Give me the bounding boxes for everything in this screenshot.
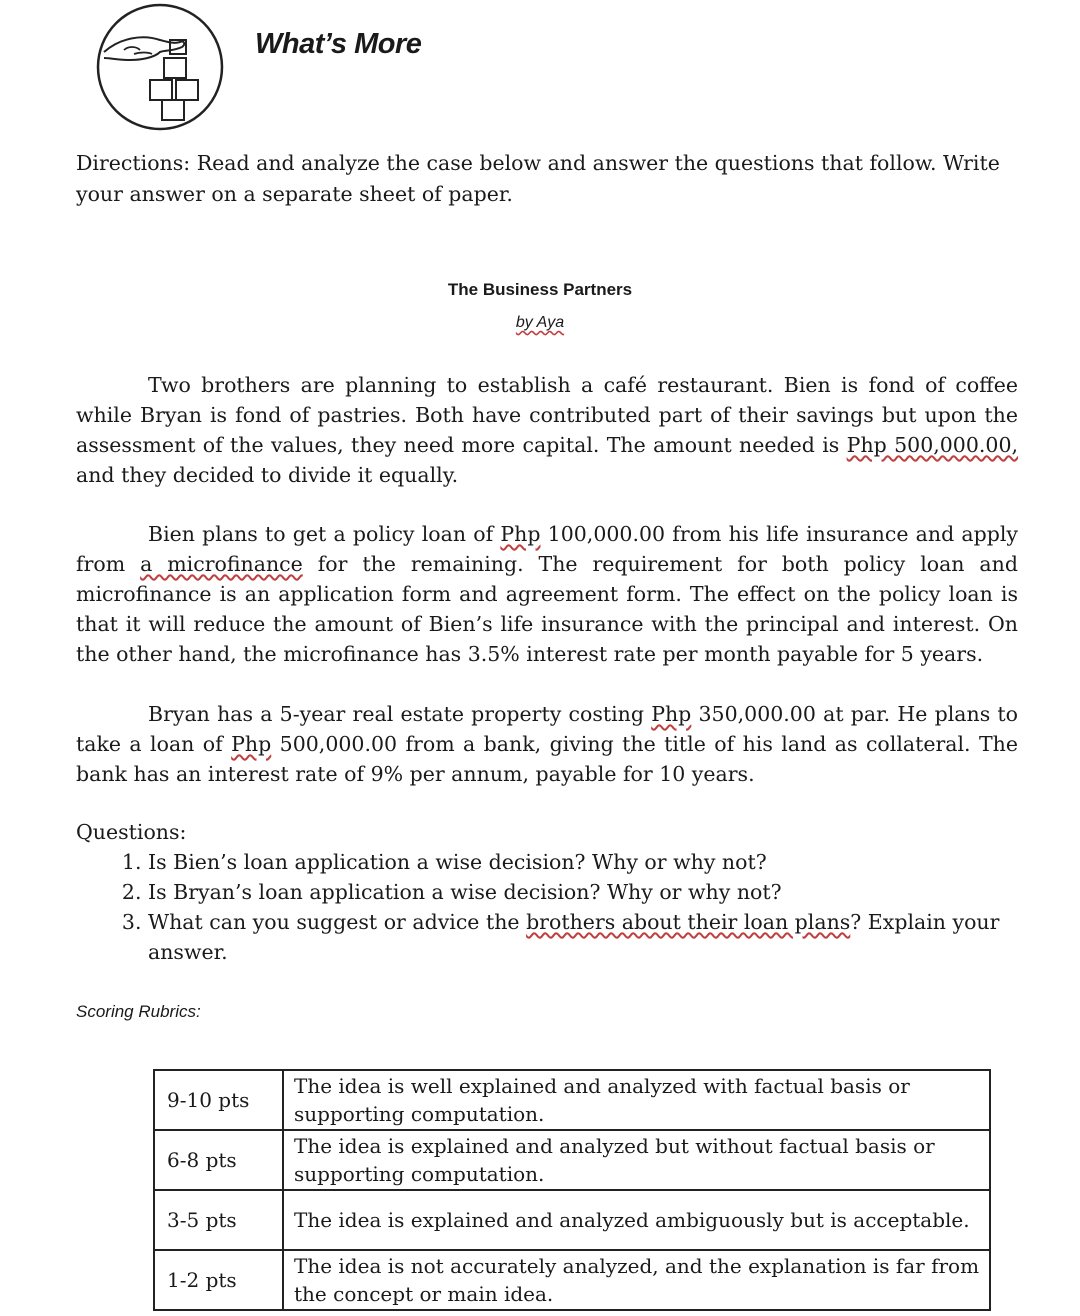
question-item-2 — [148, 877, 1016, 907]
story-title: The Business Partners — [447, 280, 633, 299]
flagged-text: a microfinance — [140, 552, 303, 576]
rubric-row — [154, 1070, 990, 1130]
story-author — [0, 314, 1080, 332]
rubrics-label: Scoring Rubrics: — [76, 1002, 201, 1021]
text-run: Is Bien’s loan application a wise decision? Why or why not? — [148, 850, 767, 874]
flagged-text: brothers about their loan plans — [526, 910, 851, 934]
text-run: Two brothers are planning to establish a café restaurant. Bien is fond of coffee while Bryan is fond of pastries. Both have contributed part of their savings but upon the assessment of the values, they need more capital. The amount needed is — [76, 373, 1018, 457]
rubric-description: The idea is well explained and analyzed with factual basis or supporting computation. — [283, 1070, 990, 1130]
directions-text: Directions: Read and analyze the case below and answer the questions that follow. Write your answer on a separate sheet of paper. — [76, 151, 1000, 206]
flagged-text: Php — [651, 702, 692, 726]
rubric-points: 9-10 pts — [154, 1070, 283, 1130]
text-run: Is Bryan’s loan application a wise decision? Why or why not? — [148, 880, 782, 904]
text-run: ? Explain your answer. — [148, 910, 1000, 964]
text-run: What can you suggest or advice the — [148, 910, 527, 934]
questions-section — [76, 817, 1016, 967]
scoring-rubric-table — [153, 1069, 991, 1311]
rubric-points: 6-8 pts — [154, 1130, 283, 1190]
text-run: 500,000.00 from a bank, giving the title of his land as collateral. The bank has an interest rate of 9% per annum, payable for 10 years. — [76, 732, 1018, 786]
story-paragraph-1 — [76, 370, 1018, 490]
text-run: Bien plans to get a policy loan of — [148, 522, 501, 546]
text-run: 100,000.00 from his life insurance and apply from — [76, 522, 1018, 576]
question-item-3 — [148, 907, 1016, 967]
rubric-description: The idea is explained and analyzed but without factual basis or supporting computation. — [283, 1130, 990, 1190]
page-title: What’s More — [255, 28, 422, 60]
questions-label: Questions: — [76, 820, 187, 844]
rubric-row — [154, 1130, 990, 1190]
rubric-row — [154, 1190, 990, 1250]
flagged-text: Php — [500, 522, 541, 546]
text-run: and they decided to divide it equally. — [76, 463, 459, 487]
flagged-text: Php — [231, 732, 272, 756]
rubric-description: The idea is not accurately analyzed, and the explanation is far from the concept or main idea. — [283, 1250, 990, 1310]
rubric-row — [154, 1250, 990, 1310]
text-run: for the remaining. The requirement for both policy loan and microfinance is an application form and agreement form. The effect on the policy loan is that it will reduce the amount of Bien’s life insurance with the principal and interest. On the other hand, the microfinance has 3.5% interest rate per month payable for 5 years. — [76, 552, 1018, 666]
story-paragraph-2 — [76, 519, 1018, 669]
rubric-description: The idea is explained and analyzed ambiguously but is acceptable. — [283, 1190, 990, 1250]
question-item-1 — [148, 847, 1016, 877]
flagged-text: Php 500,000.00, — [846, 433, 1019, 457]
story-author-text: by Aya — [515, 314, 565, 331]
questions-list — [76, 847, 1016, 967]
rubric-points: 3-5 pts — [154, 1190, 283, 1250]
rubric-points: 1-2 pts — [154, 1250, 283, 1310]
text-run: 350,000.00 at par. He plans to take a loan of — [76, 702, 1018, 756]
story-paragraph-3 — [76, 699, 1018, 789]
text-run: Bryan has a 5-year real estate property costing — [148, 702, 652, 726]
hand-stacking-blocks-icon — [94, 2, 226, 132]
